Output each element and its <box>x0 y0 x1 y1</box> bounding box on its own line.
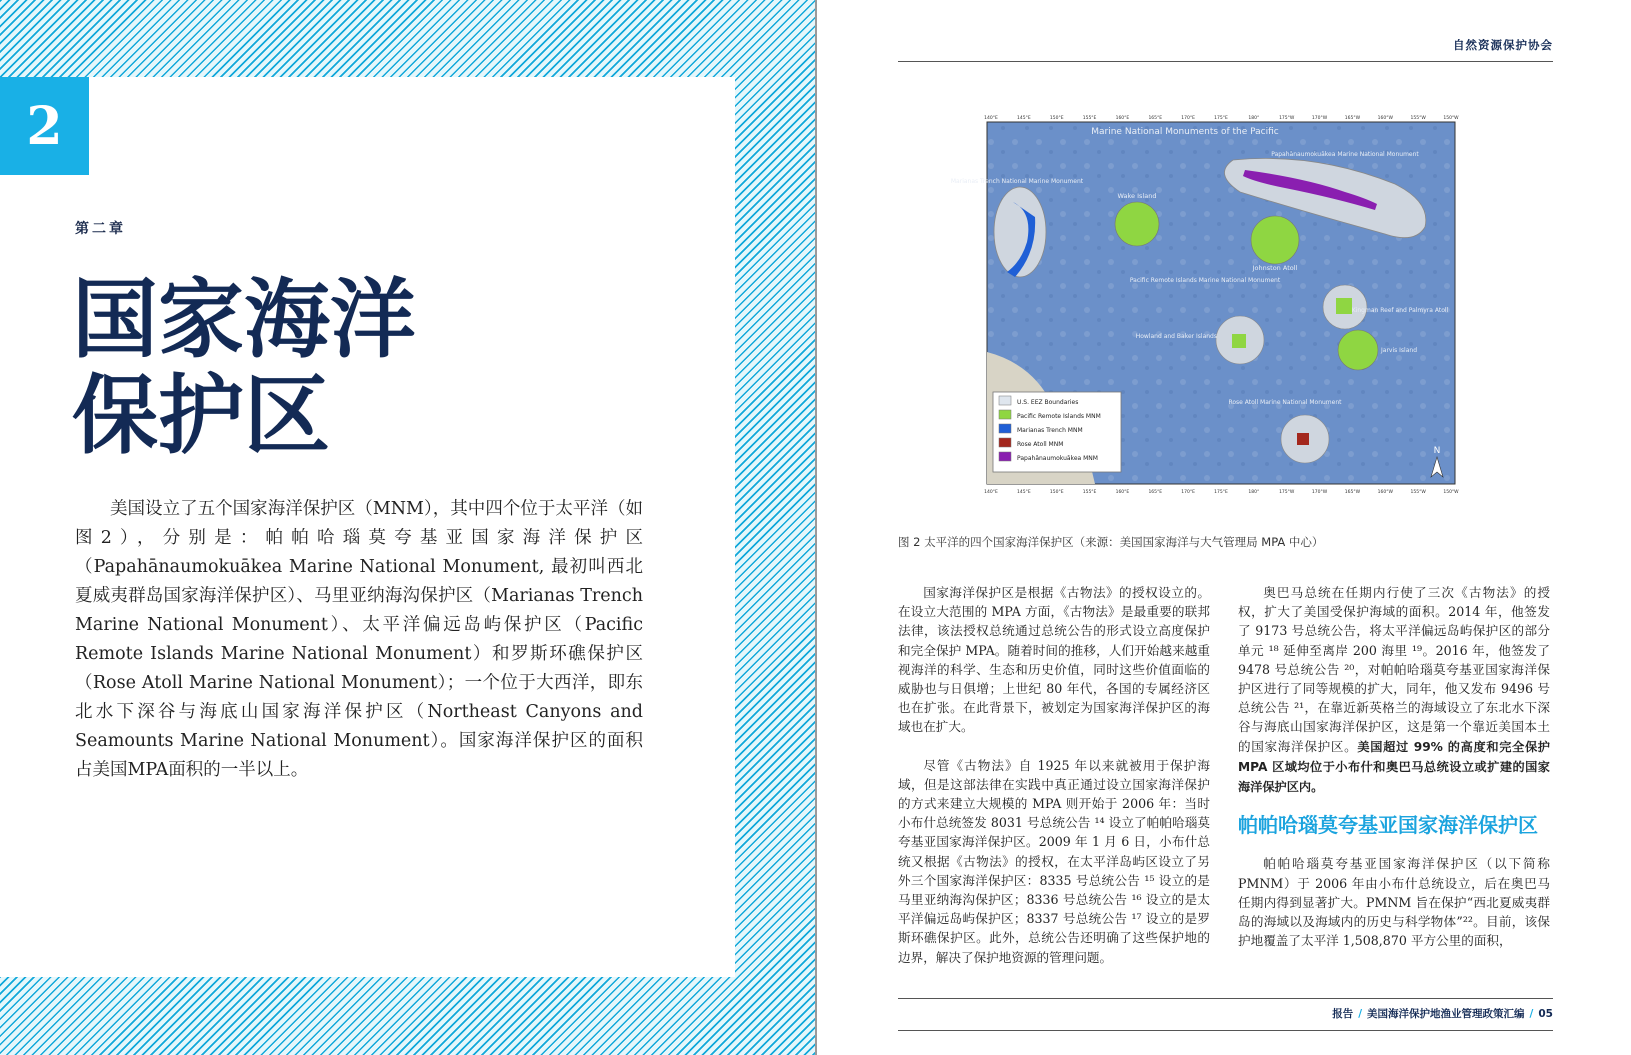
longitude-tick-label: 160°W <box>1377 490 1393 495</box>
longitude-tick-label: 165°E <box>1148 490 1163 495</box>
pacific-monuments-map <box>950 112 1465 497</box>
map-label-papa: Papahānaumokuākea Marine National Monument <box>1271 151 1419 158</box>
legend-swatch <box>999 438 1011 447</box>
longitude-tick-label: 145°E <box>1017 490 1031 495</box>
col2-paragraph-1 <box>1238 583 1550 797</box>
longitude-tick-label: 155°E <box>1082 490 1097 495</box>
map-title: Marine National Monuments of the Pacific <box>1091 127 1279 137</box>
footer-rule-top <box>898 998 1553 999</box>
legend-swatch <box>999 424 1011 433</box>
longitude-tick-label: 175°E <box>1214 116 1228 121</box>
longitude-tick-label: 160°W <box>1377 116 1393 121</box>
figure-caption: 图 2 太平洋的四个国家海洋保护区（来源：美国国家海洋与大气管理局 MPA 中心） <box>898 535 1324 549</box>
chapter-title-line2: 保护区 <box>72 366 330 466</box>
body-column-right <box>1238 583 1550 969</box>
longitude-tick-label: 165°W <box>1344 116 1361 121</box>
body-column-left <box>898 583 1210 986</box>
col1-paragraph-2: 尽管《古物法》自 1925 年以来就被用于保护海域，但是这部法律在实践中真正通过设立国家海洋保护的方式来建立大规模的 MPA 则开始于 2006 年：当时小布什总统签发 8031 号总统公告 ¹⁴ 设立了帕帕哈瑙莫夸基亚国家海洋保护区。2009 年 1 月 6 日，小布什总统又根据《古物法》的授权，在太平洋岛屿区设立了另外三个国家海洋保护区：8335 号总统公告 ¹⁵ 设立的是马里亚纳海沟保护区；8336 号总统公告 ¹⁶ 设立的是太平洋偏远岛屿保护区；8337 号总统公告 ¹⁷ 设立的是罗斯环礁保护区。此外，总统公告还明确了这些保护地的边界，解决了保护地资源的管理问题。 <box>898 757 1210 965</box>
longitude-tick-label: 180° <box>1248 116 1260 121</box>
chapter-number-badge: 2 <box>0 77 89 175</box>
longitude-tick-label: 165°E <box>1148 116 1163 121</box>
longitude-tick-label: 165°W <box>1344 490 1361 495</box>
map-label-wake: Wake Island <box>1117 192 1157 200</box>
longitude-tick-label: 140°E <box>984 116 998 121</box>
legend-swatch <box>999 452 1011 461</box>
section-subhead: 帕帕哈瑙莫夸基亚国家海洋保护区 <box>1238 813 1538 838</box>
johnston-atoll-area <box>1251 216 1299 264</box>
legend-label: Marianas Trench MNM <box>1017 427 1083 434</box>
chapter-label: 第二章 <box>75 221 126 237</box>
longitude-tick-label: 175°E <box>1214 490 1228 495</box>
map-legend <box>993 392 1121 472</box>
longitude-tick-label: 150°W <box>1443 490 1459 495</box>
legend-label: U.S. EEZ Boundaries <box>1017 399 1079 406</box>
map-svg <box>950 112 1465 497</box>
col2-paragraph-1-text: 奥巴马总统在任期内行使了三次《古物法》的授权，扩大了美国受保护海域的面积。2014 年，他签发了 9173 号总统公告，将太平洋偏远岛屿保护区的部分单元 ¹⁸ 延伸至离岸 200 海里 ¹⁹。2016 年，他签发了 9478 号总统公告 ²⁰，对帕帕哈瑙莫夸基亚国家海洋保护区进行了同等规模的扩大，同年，他又发布 9496 号总统公告 ²¹，在靠近新英格兰的海域设立了东北水下深谷与海底山国家海洋保护区，这是第一个靠近美国本土的国家海洋保护区。 <box>1238 585 1550 754</box>
longitude-tick-label: 140°E <box>984 490 998 495</box>
longitude-tick-label: 150°E <box>1049 116 1064 121</box>
longitude-tick-label: 145°E <box>1017 116 1031 121</box>
howland-area <box>1232 334 1246 348</box>
organization-name: 自然资源保护协会 <box>1453 38 1553 52</box>
longitude-tick-label: 170°W <box>1311 490 1328 495</box>
footer-rule-bottom <box>898 1030 1553 1031</box>
legend-label: Pacific Remote Islands MNM <box>1017 413 1101 420</box>
page-footer: 报告 / 美国海洋保护地渔业管理政策汇编 / 05 <box>1332 1008 1553 1020</box>
map-label-jarvis: Jarvis Island <box>1381 347 1418 354</box>
longitude-tick-label: 150°W <box>1443 116 1459 121</box>
longitude-tick-label: 170°E <box>1181 116 1195 121</box>
map-label-howland: Howland and Baker Islands <box>1135 333 1217 340</box>
col2-paragraph-1-bold: 美国超过 99% 的高度和完全保护 MPA 区域均位于小布什和奥巴马总统设立或扩建的国家海洋保护区内。 <box>1238 739 1550 795</box>
longitude-tick-label: 175°W <box>1279 490 1295 495</box>
map-label-rose: Rose Atoll Marine National Monument <box>1228 399 1342 406</box>
legend-swatch <box>999 396 1011 405</box>
rose-area <box>1297 433 1309 445</box>
longitude-tick-label: 155°W <box>1410 490 1426 495</box>
page-spine <box>815 0 817 1055</box>
longitude-tick-label: 160°E <box>1115 116 1130 121</box>
footer-report: 报告 <box>1332 1008 1354 1020</box>
legend-swatch <box>999 410 1011 419</box>
north-label: N <box>1433 446 1441 456</box>
wake-island-area <box>1115 202 1159 246</box>
longitude-tick-label: 170°W <box>1311 116 1328 121</box>
intro-paragraph: 美国设立了五个国家海洋保护区（MNM），其中四个位于太平洋（如图2），分别是：帕帕哈瑙莫夸基亚国家海洋保护区（Papahānaumokuākea Marine National Monument, 最初叫西北夏威夷群岛国家海洋保护区）、马里亚纳海沟保护区（Marianas Trench Marine National Monument）、太平洋偏远岛屿保护区（Pacific Remote Islands Marine National Monument）和罗斯环礁保护区（Rose Atoll Marine National Monument）；一个位于大西洋，即东北水下深谷与海底山国家海洋保护区（Northeast Canyons and Seamounts Marine National Monument）。国家海洋保护区的面积占美国MPA面积的一半以上。 <box>75 499 643 780</box>
longitude-tick-label: 175°W <box>1279 116 1295 121</box>
longitude-tick-label: 160°E <box>1115 490 1130 495</box>
longitude-tick-label: 170°E <box>1181 490 1195 495</box>
chapter-title <box>72 272 632 464</box>
jarvis-island-area <box>1338 330 1378 370</box>
map-label-kingman: Kingman Reef and Palmyra Atoll <box>1351 307 1449 314</box>
map-label-johnston: Johnston Atoll <box>1252 264 1298 272</box>
page-number: 05 <box>1538 1008 1553 1020</box>
longitude-tick-label: 150°E <box>1049 490 1064 495</box>
col1-paragraph-1: 国家海洋保护区是根据《古物法》的授权设立的。在设立大范围的 MPA 方面，《古物法》是最重要的联邦法律，该法授权总统通过总统公告的形式设立高度保护和完全保护 MPA。随着时间的推移，人们开始越来越重视海洋的科学、生态和历史价值，同时这些价值面临的威胁也与日俱增；上世纪 80 年代，各国的专属经济区也在扩张。在此背景下，被划定为国家海洋保护区的海域也在扩大。 <box>898 585 1210 735</box>
chapter-title-line1: 国家海洋 <box>72 270 416 370</box>
map-label-marianas: Marianas Trench National Marine Monument <box>950 178 1084 185</box>
longitude-tick-label: 180° <box>1248 490 1260 495</box>
col2-paragraph-2: 帕帕哈瑙莫夸基亚国家海洋保护区（以下简称 PMNM）于 2006 年由小布什总统设立，后在奥巴马任期内得到显著扩大。PMNM 旨在保护“西北夏威夷群岛的海域以及海域内的历史与科学物体”²²。目前，该保护地覆盖了太平洋 1,508,870 平方公里的面积， <box>1238 856 1550 949</box>
legend-label: Rose Atoll MNM <box>1017 441 1064 448</box>
legend-label: Papahānaumokuākea MNM <box>1017 455 1098 462</box>
map-label-pri: Pacific Remote Islands Marine National Monument <box>1129 277 1281 284</box>
longitude-tick-label: 155°W <box>1410 116 1426 121</box>
kingman-area <box>1336 298 1352 314</box>
footer-series: 美国海洋保护地渔业管理政策汇编 <box>1367 1008 1525 1020</box>
longitude-tick-label: 155°E <box>1082 116 1097 121</box>
header-rule <box>898 61 1553 62</box>
